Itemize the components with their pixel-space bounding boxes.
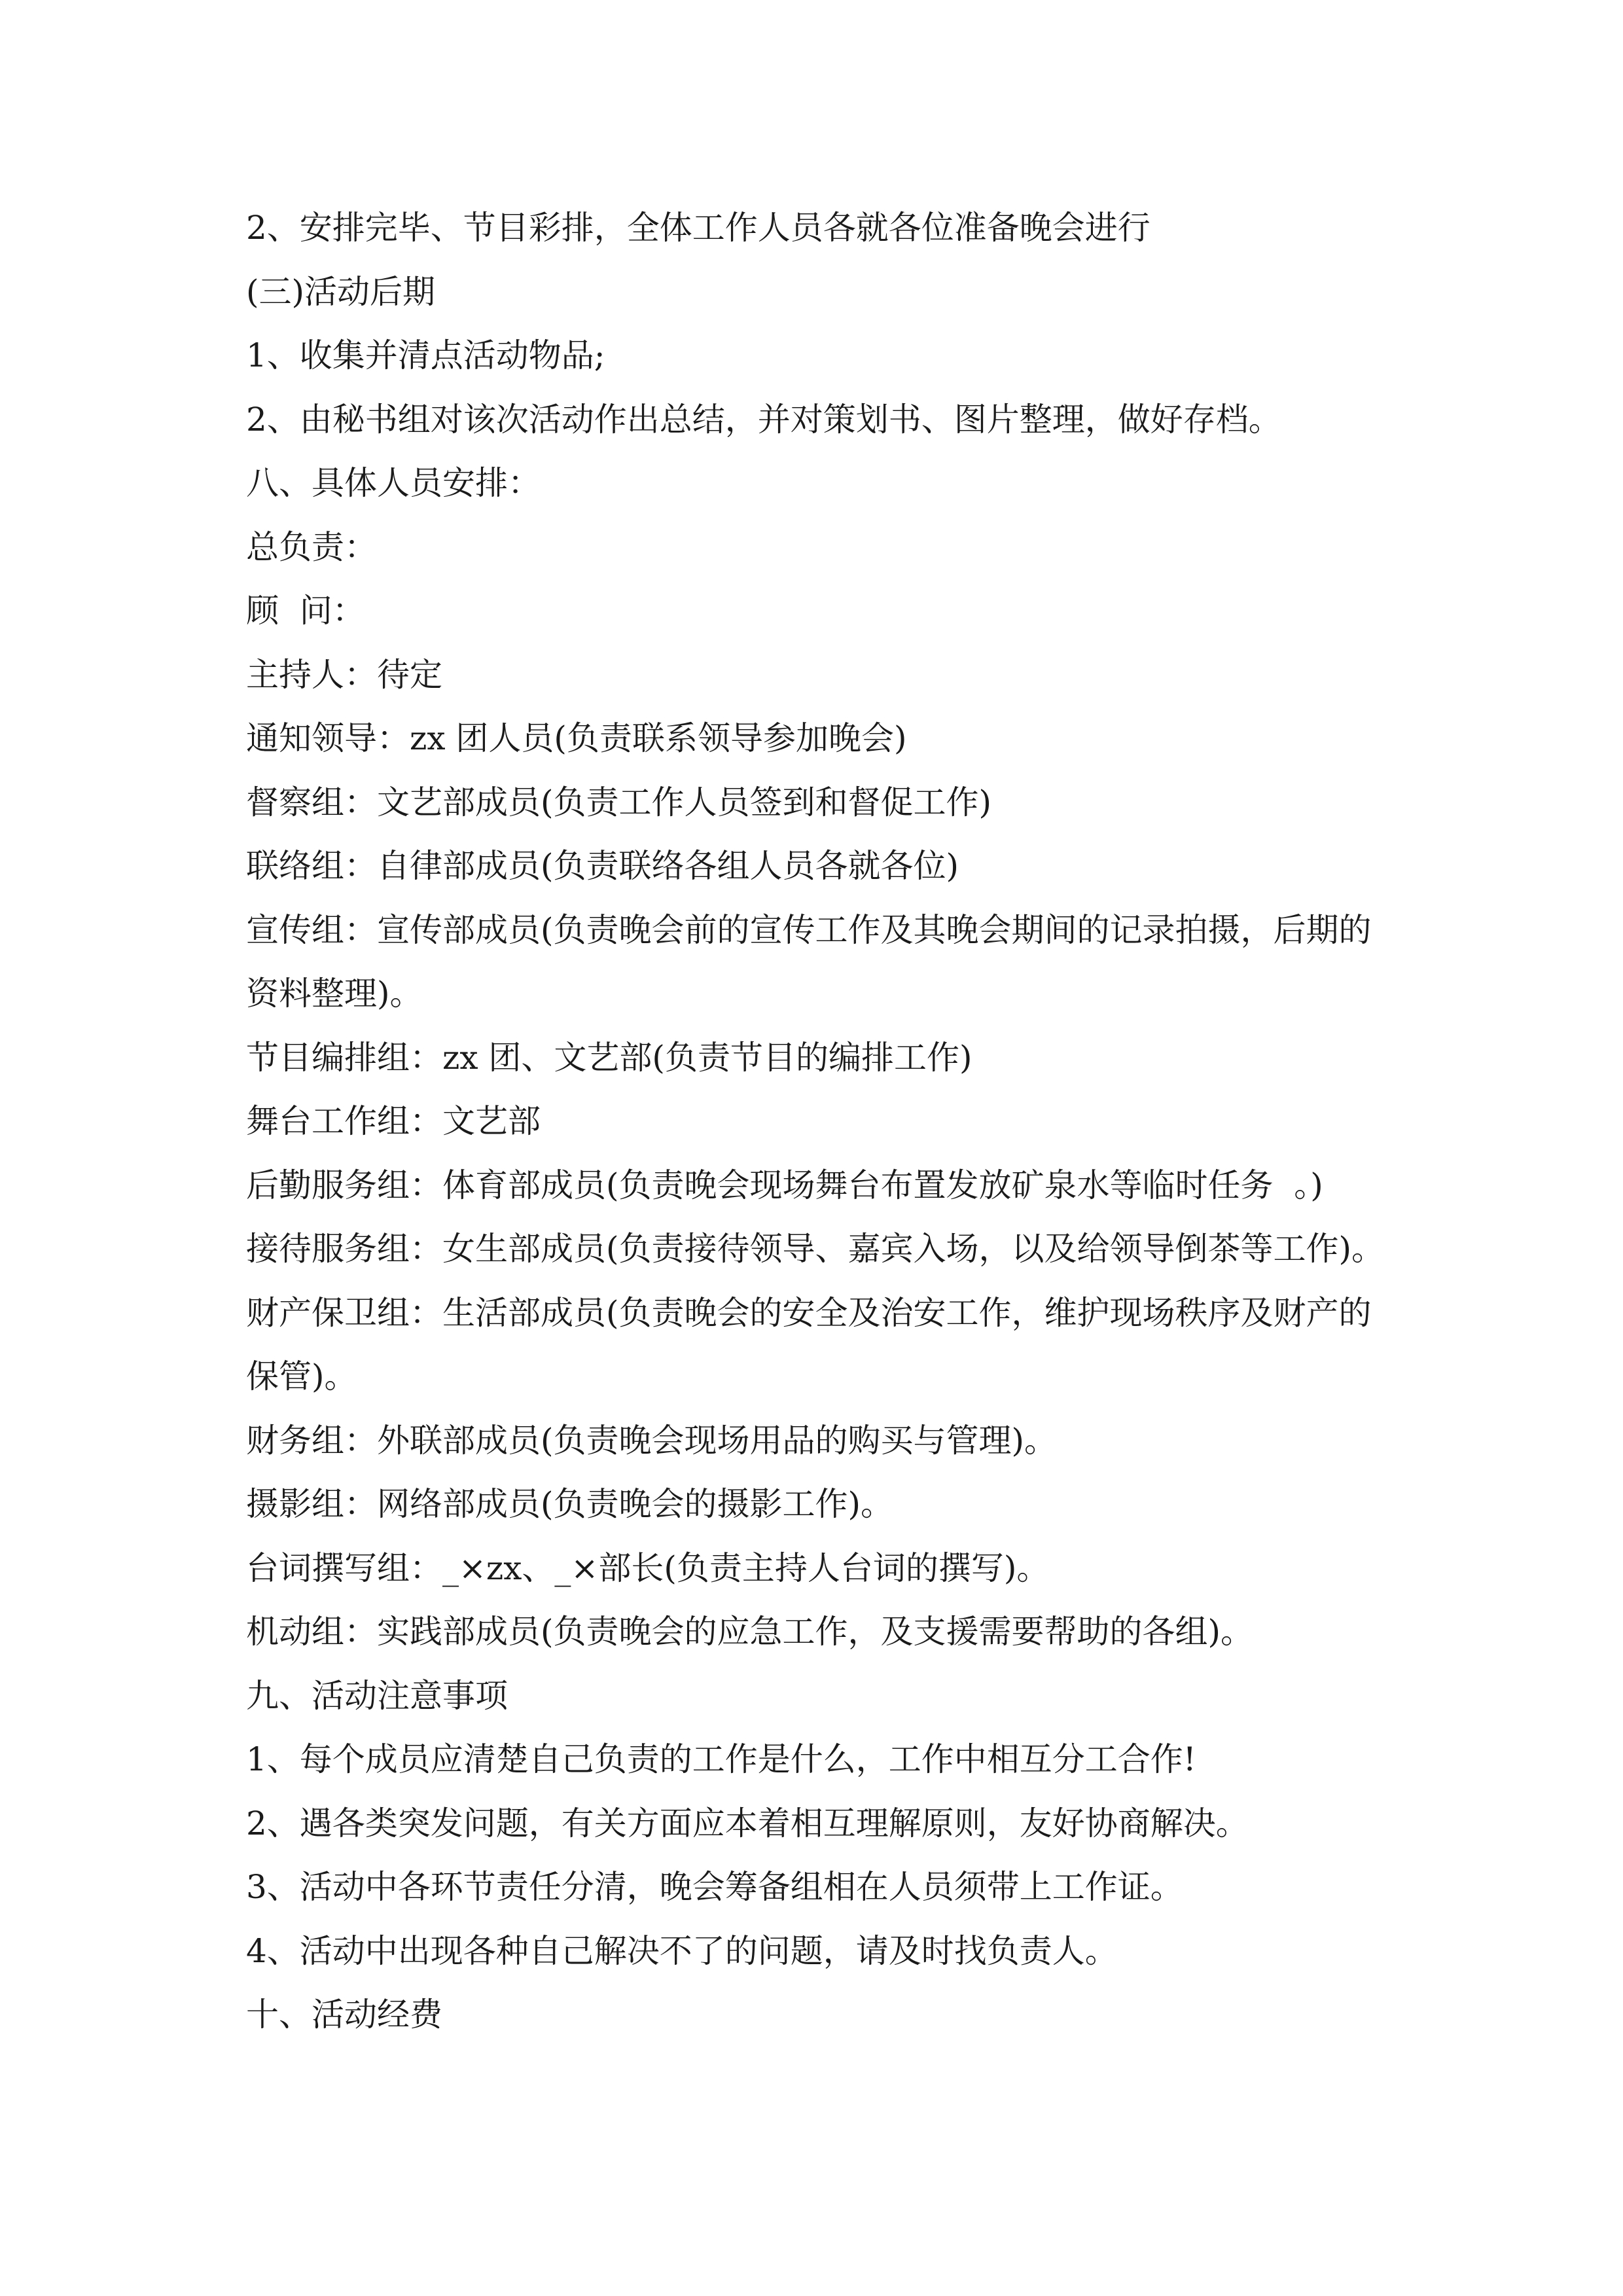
text-line: 保管)。	[246, 1357, 357, 1395]
text-line: 节目编排组：zx 团、文艺部(负责节目的编排工作)	[246, 1038, 972, 1077]
text-line: 4、活动中出现各种自己解决不了的问题，请及时找负责人。	[246, 1931, 1118, 1970]
text-line: 2、安排完毕、节目彩排，全体工作人员各就各位准备晚会进行	[246, 209, 1150, 247]
text-line: 联络组：自律部成员(负责联络各组人员各就各位)	[246, 847, 959, 885]
section-heading: 八、具体人员安排：	[246, 464, 541, 502]
text-line: 资料整理)。	[246, 975, 423, 1013]
text-line: 财产保卫组：生活部成员(负责晚会的安全及治安工作，维护现场秩序及财产的	[246, 1293, 1372, 1332]
text-line: 宣传组：宣传部成员(负责晚会前的宣传工作及其晚会期间的记录拍摄，后期的	[246, 910, 1372, 949]
text-line: 机动组：实践部成员(负责晚会的应急工作，及支援需要帮助的各组)。	[246, 1613, 1254, 1651]
section-heading: (三)活动后期	[246, 272, 436, 311]
text-line: 2、遇各类突发问题，有关方面应本着相互理解原则，友好协商解决。	[246, 1804, 1249, 1842]
section-heading: 十、活动经费	[246, 1996, 442, 2034]
text-line: 总负责：	[246, 528, 377, 566]
text-line: 接待服务组：女生部成员(负责接待领导、嘉宾入场，以及给领导倒茶等工作)。	[246, 1230, 1385, 1268]
text-line: 后勤服务组：体育部成员(负责晚会现场舞台布置发放矿泉水等临时任务 。)	[246, 1166, 1323, 1204]
text-line: 督察组：文艺部成员(负责工作人员签到和督促工作)	[246, 783, 992, 821]
document-body	[246, 196, 1411, 2047]
text-line: 主持人：待定	[246, 655, 442, 694]
section-heading: 九、活动注意事项	[246, 1676, 508, 1715]
text-line: 1、每个成员应清楚自己负责的工作是什么，工作中相互分工合作!	[246, 1740, 1196, 1778]
text-line: 2、由秘书组对该次活动作出总结，并对策划书、图片整理，做好存档。	[246, 400, 1281, 439]
text-line: 1、收集并清点活动物品;	[246, 336, 605, 374]
text-line: 3、活动中各环节责任分清，晚会筹备组相在人员须带上工作证。	[246, 1868, 1183, 1906]
text-line: 通知领导：zx 团人员(负责联系领导参加晚会)	[246, 719, 907, 757]
text-line: 财务组：外联部成员(负责晚会现场用品的购买与管理)。	[246, 1421, 1058, 1460]
text-line: 舞台工作组：文艺部	[246, 1102, 541, 1140]
text-line: 顾 问：	[246, 592, 365, 630]
text-line: 摄影组：网络部成员(负责晚会的摄影工作)。	[246, 1485, 894, 1523]
text-line: 台词撰写组：_×zx、_×部长(负责主持人台词的撰写)。	[246, 1549, 1050, 1587]
